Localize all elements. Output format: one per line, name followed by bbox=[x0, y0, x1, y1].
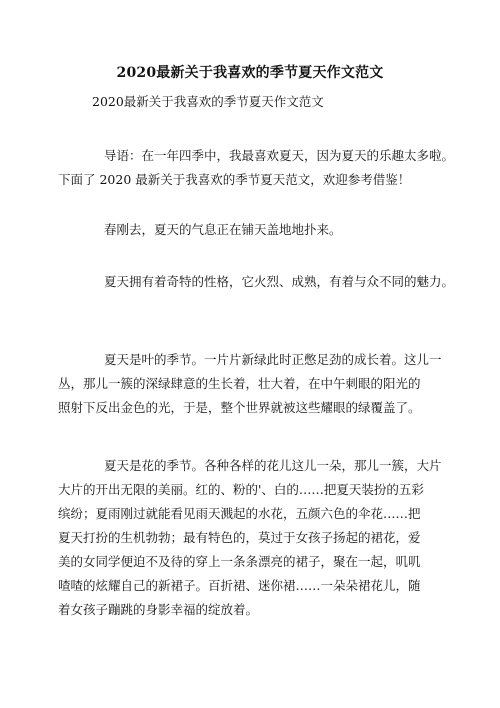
paragraph-spring bbox=[58, 218, 442, 242]
paragraph-line: 下面了 2020 最新关于我喜欢的季节夏天范文，欢迎参考借鉴！ bbox=[58, 172, 411, 187]
paragraph-line: 夏天是花的季节。各种各样的花儿这儿一朵，那儿一簇，大片 bbox=[104, 458, 442, 473]
paragraph-line: 美的女同学便迫不及待的穿上一条条漂亮的裙子，聚在一起，叽叽 bbox=[58, 554, 421, 569]
paragraph-line: 喳喳的炫耀自己的新裙子。百折裙、迷你裙……一朵朵裙花儿，随 bbox=[58, 578, 421, 593]
document-subtitle: 2020最新关于我喜欢的季节夏天作文范文 bbox=[92, 94, 324, 109]
paragraph-flowers bbox=[58, 454, 442, 622]
paragraph-character bbox=[58, 270, 455, 294]
paragraph-line: 缤纷；夏雨刚过就能看见雨天溅起的水花，五颜六色的伞花……把 bbox=[58, 506, 421, 521]
paragraph-leaves bbox=[58, 348, 442, 420]
paragraph-line: 夏天拥有着奇特的性格，它火烈、成熟，有着与众不同的魅力。 bbox=[104, 274, 455, 289]
document-title: 2020最新关于我喜欢的季节夏天作文范文 bbox=[116, 65, 384, 81]
paragraph-line: 春刚去，夏天的气息正在铺天盖地地扑来。 bbox=[104, 222, 342, 237]
paragraph-line: 丛，那儿一簇的深绿肆意的生长着，壮大着，在中午刺眼的阳光的 bbox=[58, 376, 421, 391]
paragraph-line: 照射下反出金色的光，于是，整个世界就被这些耀眼的绿覆盖了。 bbox=[58, 400, 421, 415]
paragraph-line: 夏天打扮的生机勃勃；最有特色的，莫过于女孩子扬起的裙花，爱 bbox=[58, 530, 421, 545]
paragraph-line: 导语：在一年四季中，我最喜欢夏天，因为夏天的乐趣太多啦。 bbox=[104, 148, 455, 163]
paragraph-line: 大片的开出无限的美丽。红的、粉的'、白的……把夏天装扮的五彩 bbox=[58, 482, 424, 497]
paragraph-line: 着女孩子蹦跳的身影幸福的绽放着。 bbox=[58, 602, 259, 617]
paragraph-intro bbox=[58, 144, 455, 192]
paragraph-line: 夏天是叶的季节。一片片新绿此时正憋足劲的成长着。这儿一 bbox=[104, 352, 442, 367]
